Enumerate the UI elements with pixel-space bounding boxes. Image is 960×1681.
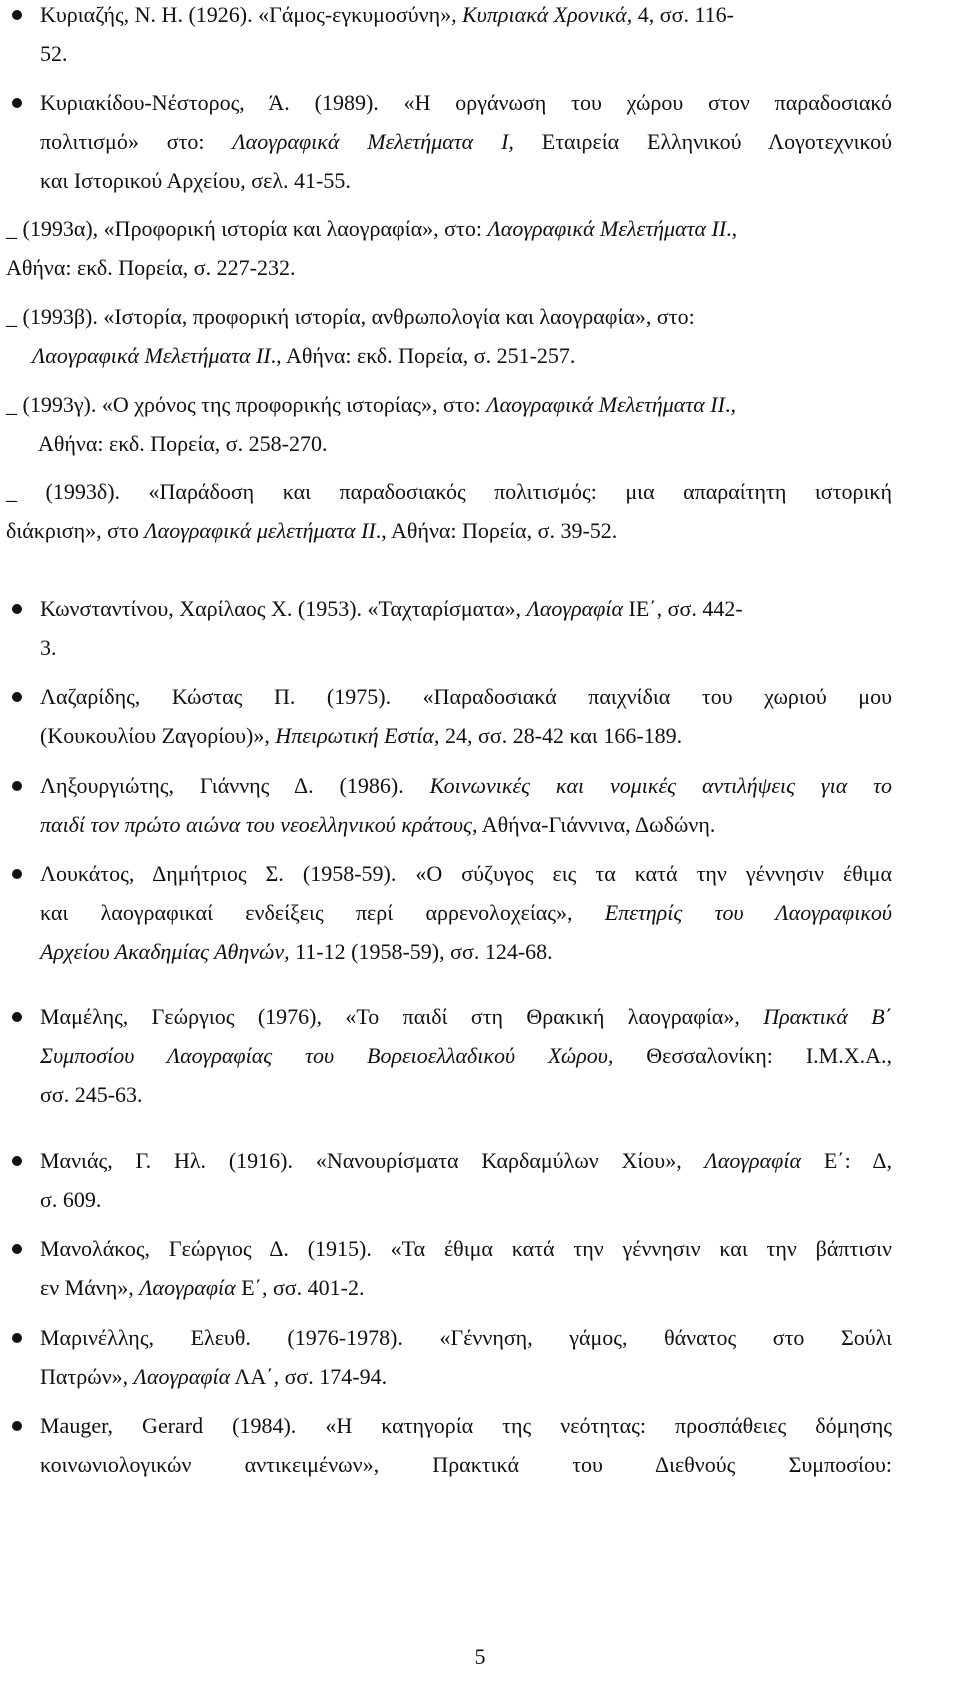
text-run: Πρακτικά Β΄ [763,1004,893,1029]
reference-line [40,127,892,157]
reference-line [40,39,68,69]
text-run: Ε΄, σσ. 401-2. [235,1275,365,1300]
text-run: ., Αθήνα: εκδ. Πορεία, σ. 251-257. [270,343,576,368]
text-run: Θεσσαλονίκη: Ι.Μ.Χ.Α., [613,1043,892,1068]
text-run: (Κουκουλίου Ζαγορίου)», [40,723,276,748]
bullet-icon [12,604,22,614]
text-run: Εταιρεία Ελληνικού Λογοτεχνικού [513,129,892,154]
reference-line [40,88,892,118]
text-run: Λαογραφικά Μελετήματα Ι, [232,129,514,154]
text-run: Λαογραφία [526,596,624,621]
text-run: Επετηρίς του Λαογραφικού [604,900,892,925]
text-run: Κωνσταντίνου, Χαρίλαος Χ. (1953). «Ταχταρίσματα», [40,596,527,621]
text-run: ., Αθήνα: Πορεία, σ. 39-52. [375,518,618,543]
text-run: εν Μάνη», [40,1275,140,1300]
text-run: , 4, σσ. 116- [626,2,734,27]
text-run: Αθήνα: εκδ. Πορεία, σ. 227-232. [6,255,296,280]
text-run: Λαογραφία [139,1275,236,1300]
reference-line [40,1146,892,1176]
text-run: , 24, σσ. 28-42 και 166-189. [433,723,683,748]
reference-line [6,390,736,420]
bullet-icon [12,781,22,791]
text-run: Mauger, Gerard (1984). «Η κατηγορία της νεότητας: προσπάθειες δόμησης [40,1413,892,1438]
text-run: ΙΕ΄, σσ. 442- [623,596,743,621]
reference-line [40,0,734,30]
text-run: Κοινωνικές και νομικές αντιλήψεις για το [429,773,892,798]
text-run: Κυριακίδου-Νέστορος, Ά. (1989). «Η οργάνωση του χώρου στον παραδοσιακό [40,90,892,115]
reference-line [40,594,743,624]
reference-line [40,1362,387,1392]
text-run: και Ιστορικού Αρχείου, σελ. 41-55. [40,168,351,193]
text-run: Αρχείου Ακαδημίας Αθηνών, [40,939,290,964]
reference-line [40,1080,143,1110]
text-run: Ηπειρωτική Εστία [275,723,434,748]
text-run: Πατρών», [40,1364,134,1389]
text-run: Λαογραφικά Μελετήματα ΙΙ [32,343,271,368]
reference-line [40,1450,892,1480]
reference-line [40,810,715,840]
text-run: Αθήνα: εκδ. Πορεία, σ. 258-270. [38,431,328,456]
reference-line [6,253,295,283]
bullet-icon [12,869,22,879]
text-run: Λαογραφικά Μελετήματα ΙΙ [487,216,727,241]
reference-line [40,1411,892,1441]
text-run: Συμποσίου Λαογραφίας του Βορειοελλαδικού Χώρου, [40,1043,614,1068]
reference-line [40,1185,101,1215]
reference-line [40,721,682,751]
text-run: Μανολάκος, Γεώργιος Δ. (1915). «Τα έθιμα κατά την γέννησιν και την βάπτισιν [40,1236,892,1261]
reference-line [40,1234,892,1264]
reference-line [40,1323,892,1353]
text-run: σσ. 245-63. [40,1082,143,1107]
text-run: Λαογραφικά μελετήματα ΙΙ [144,518,376,543]
reference-line [40,682,892,712]
reference-line [6,302,695,332]
text-run: _ (1993δ). «Παράδοση και παραδοσιακός πολιτισμός: μια απαραίτητη ιστορική [6,479,892,504]
text-run: Κυριαζής, Ν. Η. (1926). «Γάμος-εγκυμοσύνη», [40,2,463,27]
text-run: διάκριση», στο [6,518,145,543]
bullet-icon [12,1012,22,1022]
text-run: _ (1993α), «Προφορική ιστορία και λαογραφία», στο: [6,216,488,241]
bullet-icon [12,692,22,702]
text-run: ., [726,216,738,241]
bullet-icon [12,1421,22,1431]
text-run: Μαμέλης, Γεώργιος (1976), «Το παιδί στη Θρακική λαογραφία», [40,1004,764,1029]
reference-line [32,341,575,371]
reference-line [40,1273,365,1303]
reference-line [6,477,892,507]
text-run: Μανιάς, Γ. Ηλ. (1916). «Νανουρίσματα Καρδαμύλων Χίου», [40,1148,705,1173]
text-run: σ. 609. [40,1187,102,1212]
bullet-icon [12,1156,22,1166]
text-run: Μαρινέλλης, Ελευθ. (1976-1978). «Γέννηση, γάμος, θάνατος στο Σούλι [40,1325,892,1350]
text-run: ., [724,392,736,417]
text-run: Ληξουργιώτης, Γιάννης Δ. (1986). [40,773,430,798]
bullet-icon [12,1244,22,1254]
text-run: , Αθήνα-Γιάννινα, Δωδώνη. [471,812,716,837]
text-run: και λαογραφικαί ενδείξεις περί αρρενολοχείας», [40,900,605,925]
text-run: Λαζαρίδης, Κώστας Π. (1975). «Παραδοσιακά παιχνίδια του χωριού μου [40,684,892,709]
text-run: Ε΄: Δ, [801,1148,893,1173]
text-run: ΛΑ΄, σσ. 174-94. [230,1364,388,1389]
text-run: Λαογραφία [704,1148,801,1173]
reference-line [40,859,892,889]
text-run: _ (1993γ). «Ο χρόνος της προφορικής ιστορίας», στο: [6,392,487,417]
reference-line [40,166,351,196]
text-run: Λουκάτος, Δημήτριος Σ. (1958-59). «Ο σύζυγος εις τα κατά την γέννησιν έθιμα [40,861,892,886]
reference-line [40,937,553,967]
text-run: Κυπριακά Χρονικά [462,2,627,27]
text-run: _ (1993β). «Ιστορία, προφορική ιστορία, ανθρωπολογία και λαογραφία», στο: [6,304,695,329]
text-run: 11-12 (1958-59), σσ. 124-68. [289,939,553,964]
text-run: 52. [40,41,68,66]
reference-line [38,429,327,459]
reference-line [40,771,892,801]
text-run: παιδί τον πρώτο αιώνα του νεοελληνικού κράτους [40,812,472,837]
text-run: κοινωνιολογικών αντικειμένων», Πρακτικά του Διεθνούς Συμποσίου: [40,1452,892,1477]
page-number: 5 [474,1644,486,1669]
bullet-icon [12,98,22,108]
bullet-icon [12,10,22,20]
bullet-icon [12,1333,22,1343]
text-run: 3. [40,635,57,660]
reference-line [6,516,617,546]
text-run: πολιτισμό» στο: [40,129,233,154]
text-run: Λαογραφικά Μελετήματα ΙΙ [486,392,725,417]
reference-line [40,898,892,928]
text-run: Λαογραφία [133,1364,231,1389]
reference-line [40,1002,892,1032]
reference-line [40,1041,892,1071]
reference-line [40,633,57,663]
reference-line [6,214,737,244]
